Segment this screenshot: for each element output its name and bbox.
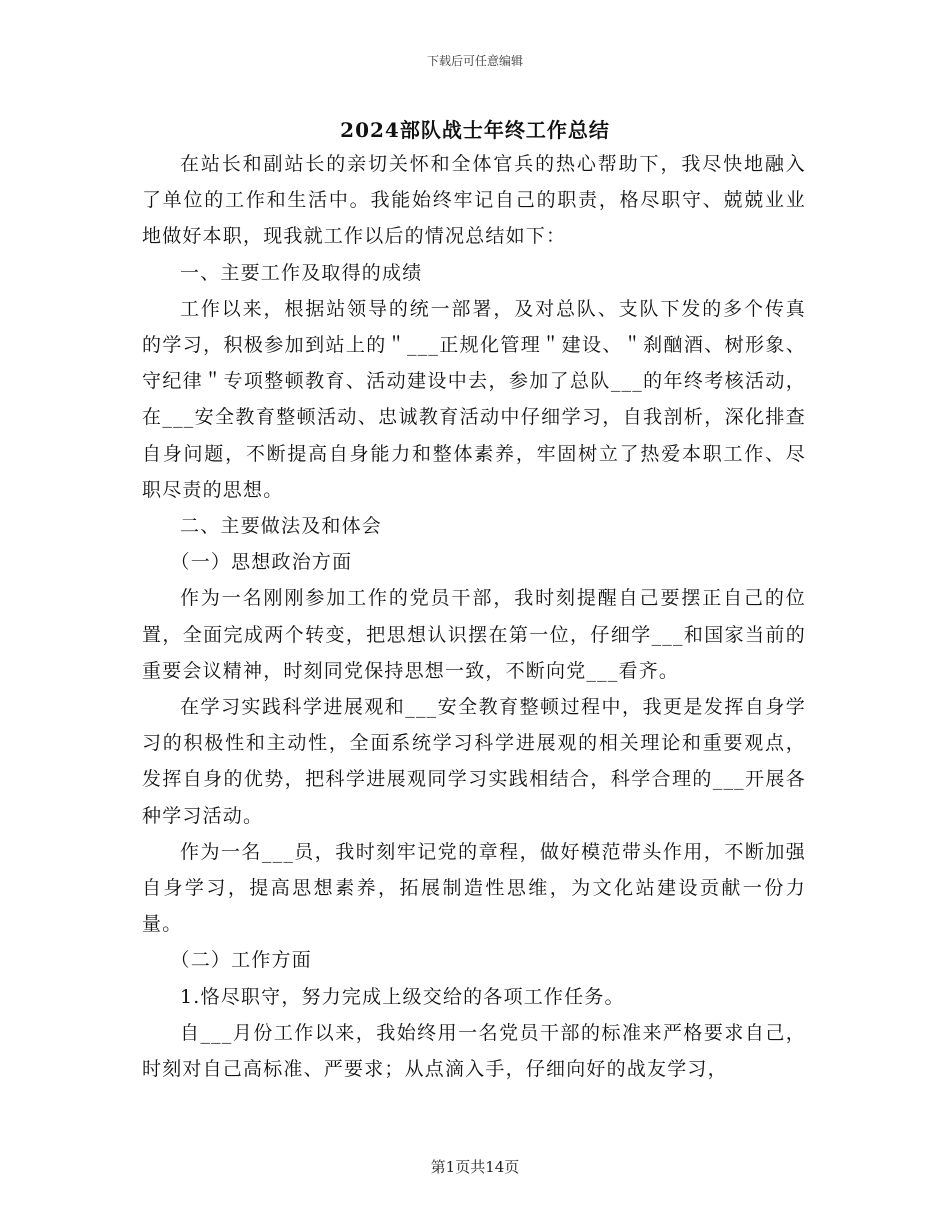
subheading-work: （二）工作方面	[170, 949, 312, 972]
paragraph-ideology-1: 作为一名刚刚参加工作的党员干部，我时刻提醒自己要摆正自己的位置，全面完成两个转变，把思想认识摆在第一位，仔细学___和国家当前的重要会议精神，时刻同党保持思想一致，不断向党___看齐。	[142, 587, 806, 682]
page-number: 第1页共14页	[430, 1158, 520, 1176]
paragraph-achievements: 工作以来，根据站领导的统一部署，及对总队、支队下发的多个传真的学习，积极参加到站上的＂___正规化管理＂建设、＂刹酗酒、树形象、守纪律＂专项整顿教育、活动建设中去，参加了总队___的年终考核活动，在___安全教育整顿活动、忠诚教育活动中仔细学习，自我剖析，深化排查自身问题，不断提高自身能力和整体素养，牢固树立了热爱本职工作、尽职尽责的思想。	[142, 297, 806, 501]
header-note: 下载后可任意编辑	[426, 54, 523, 68]
subheading-ideology: （一）思想政治方面	[170, 551, 353, 574]
paragraph-ideology-2: 在学习实践科学进展观和___安全教育整顿过程中，我更是发挥自身学习的积极性和主动性，全面系统学习科学进展观的相关理论和重要观点，发挥自身的优势，把科学进展观同学习实践相结合，科学合理的___开展各种学习活动。	[142, 696, 806, 827]
paragraph-intro: 在站长和副站长的亲切关怀和全体官兵的热心帮助下，我尽快地融入了单位的工作和生活中。我能始终牢记自己的职责，格尽职守、兢兢业业地做好本职，现我就工作以后的情况总结如下：	[142, 153, 806, 248]
document-body	[142, 146, 806, 1087]
paragraph-work-item-1: 1.恪尽职守，努力完成上级交给的各项工作任务。	[180, 985, 625, 1008]
section-heading-achievements: 一、主要工作及取得的成绩	[180, 261, 423, 284]
document-title: 2024部队战士年终工作总结	[340, 118, 610, 142]
paragraph-work-detail: 自___月份工作以来，我始终用一名党员干部的标准来严格要求自己，时刻对自己高标准、严要求；从点滴入手，仔细向好的战友学习，	[142, 1021, 806, 1081]
paragraph-ideology-3: 作为一名___员，我时刻牢记党的章程，做好模范带头作用，不断加强自身学习，提高思想素养，拓展制造性思维，为文化站建设贡献一份力量。	[142, 840, 806, 936]
section-heading-methods: 二、主要做法及和体会	[180, 515, 383, 538]
